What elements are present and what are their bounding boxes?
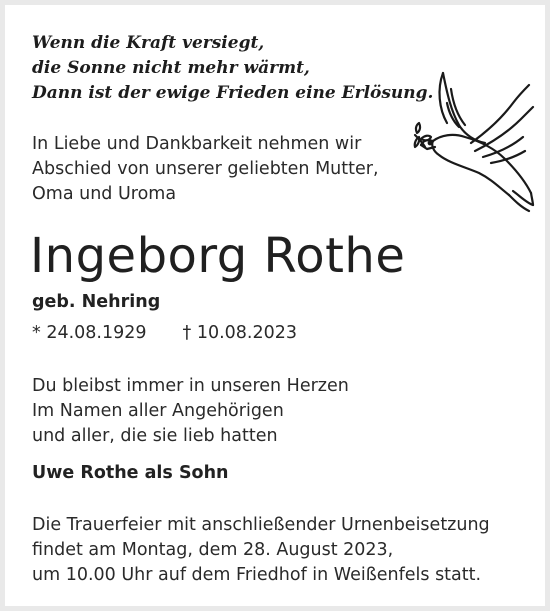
verse-line: Dann ist der ewige Frieden eine Erlösung. [32, 83, 434, 103]
funeral-line: findet am Montag, dem 28. August 2023, [32, 540, 394, 560]
dove-icon [413, 63, 535, 215]
death-date: † 10.08.2023 [182, 323, 298, 343]
birth-date: * 24.08.1929 [32, 323, 147, 343]
intro-line: Abschied von unserer geliebten Mutter, [32, 159, 379, 179]
signer: Uwe Rothe als Sohn [32, 463, 229, 483]
closing-text [32, 374, 349, 449]
deceased-name: Ingeborg Rothe [30, 228, 406, 284]
intro-line: In Liebe und Dankbarkeit nehmen wir [32, 134, 362, 154]
intro-line: Oma und Uroma [32, 184, 177, 204]
obituary-notice [5, 5, 545, 606]
verse-line: die Sonne nicht mehr wärmt, [32, 58, 310, 78]
funeral-details [32, 513, 490, 588]
verse-line: Wenn die Kraft versiegt, [32, 33, 265, 53]
closing-line: Du bleibst immer in unseren Herzen [32, 376, 349, 396]
maiden-name: geb. Nehring [32, 292, 161, 312]
closing-line: Im Namen aller Angehörigen [32, 401, 284, 421]
closing-line: und aller, die sie lieb hatten [32, 426, 278, 446]
intro-text [32, 132, 379, 207]
verse [32, 31, 432, 106]
life-dates [32, 323, 297, 343]
funeral-line: Die Trauerfeier mit anschließender Urnenbeisetzung [32, 515, 490, 535]
funeral-line: um 10.00 Uhr auf dem Friedhof in Weißenfels statt. [32, 565, 482, 585]
